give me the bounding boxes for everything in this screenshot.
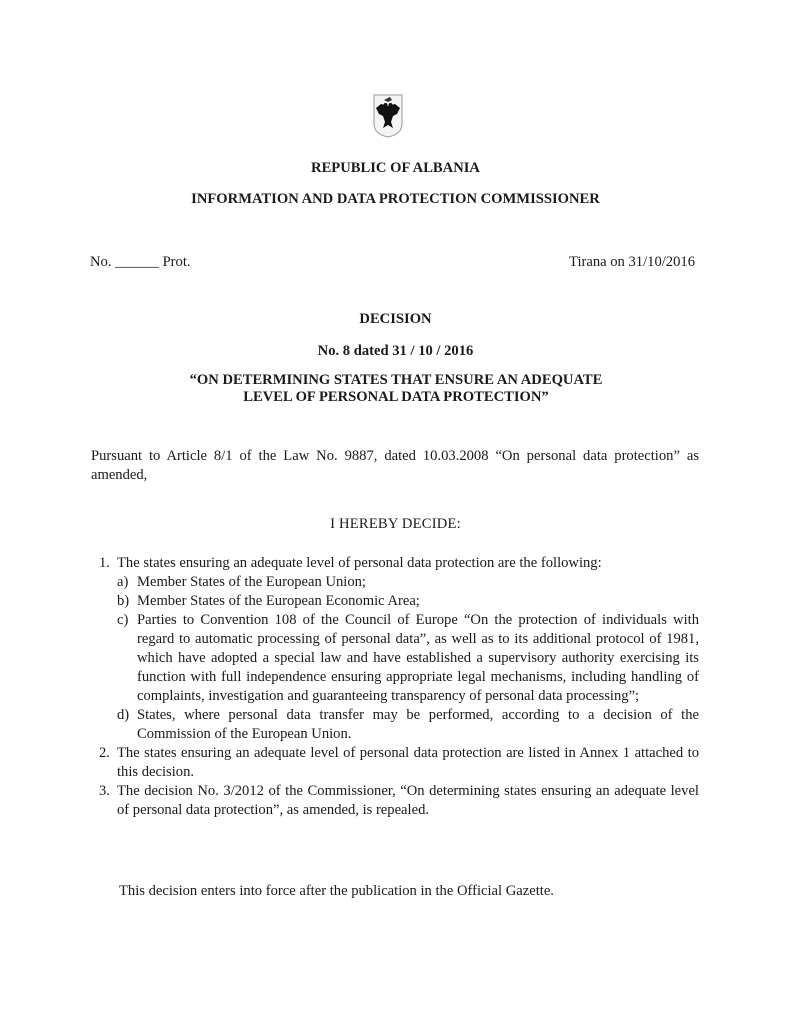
item-text: The states ensuring an adequate level of personal data protection are the following:: [117, 555, 602, 571]
sub-item-text: States, where personal data transfer may be performed, according to a decision of the Commission of the European Union.: [137, 707, 699, 742]
place-date: Tirana on 31/10/2016: [569, 254, 695, 270]
sub-item-letter: b): [117, 593, 130, 609]
item-number: 1.: [99, 555, 110, 571]
sub-list-item: [91, 592, 699, 611]
entry-into-force-paragraph: This decision enters into force after the publication in the Official Gazette.: [119, 883, 554, 899]
list-item: [91, 554, 699, 573]
sub-item-letter: a): [117, 574, 129, 590]
pursuant-paragraph: Pursuant to Article 8/1 of the Law No. 9887, dated 10.03.2008 “On personal data protection” as amended,: [91, 448, 699, 483]
sub-item-letter: c): [117, 612, 129, 628]
sub-item-text: Member States of the European Economic Area;: [137, 593, 420, 609]
sub-list-item: [91, 611, 699, 706]
sub-item-text: Member States of the European Union;: [137, 574, 366, 590]
sub-item-letter: d): [117, 707, 130, 723]
decision-items-list: [91, 554, 699, 820]
decision-title: “ON DETERMINING STATES THAT ENSURE AN ADEQUATE LEVEL OF PERSONAL DATA PROTECTION”: [189, 372, 603, 405]
sub-list-item: [91, 706, 699, 744]
republic-heading: REPUBLIC OF ALBANIA: [311, 160, 480, 176]
sub-list-item: [91, 573, 699, 592]
list-item: [91, 744, 699, 782]
decision-heading: DECISION: [359, 311, 432, 327]
item-text: The decision No. 3/2012 of the Commissioner, “On determining states ensuring an adequate level of personal data protection”, as amended, is repealed.: [117, 783, 699, 818]
institution-heading: INFORMATION AND DATA PROTECTION COMMISSIONER: [191, 191, 600, 207]
sub-item-text: Parties to Convention 108 of the Council of Europe “On the protection of individuals with regard to automatic processing of personal data”, as well as to its additional protocol of 1981, which have adopted a special law and have established a supervisory authority exercising its function with full independence ensuring appropriate legal mechanisms, including handling of complaints, investigation and guaranteeing transparency of personal data processing”;: [137, 612, 699, 704]
list-item: [91, 782, 699, 820]
albania-coat-of-arms-icon: [371, 92, 405, 138]
item-text: The states ensuring an adequate level of personal data protection are listed in Annex 1 attached to this decision.: [117, 745, 699, 780]
protocol-number: No. ______ Prot.: [90, 254, 191, 270]
item-number: 3.: [99, 783, 110, 799]
item-number: 2.: [99, 745, 110, 761]
decision-number: No. 8 dated 31 / 10 / 2016: [317, 343, 474, 359]
hereby-decide-heading: I HEREBY DECIDE:: [330, 516, 461, 532]
